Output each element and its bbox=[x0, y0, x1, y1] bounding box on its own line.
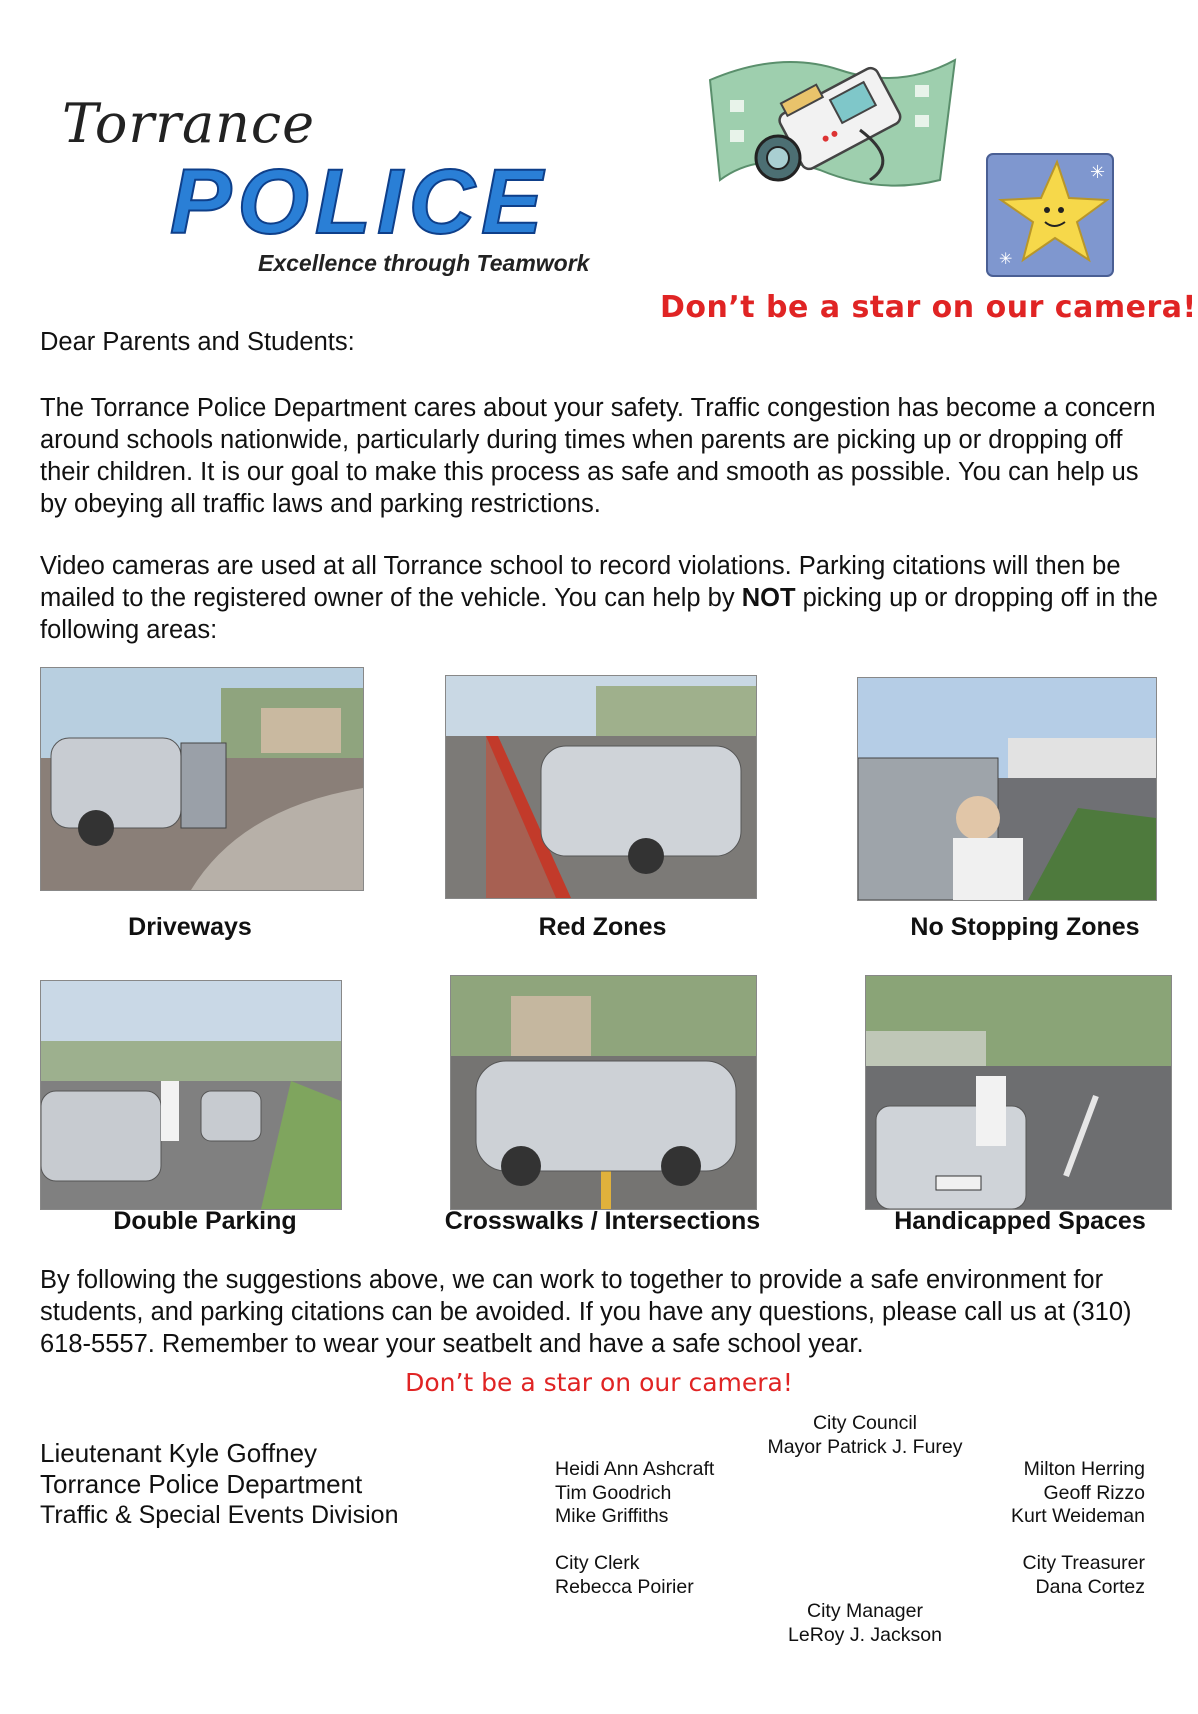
camera-paragraph-text-end: picking up or dropping off in the following areas: bbox=[40, 584, 1158, 644]
city-treasurer-title: City Treasurer bbox=[1022, 1552, 1145, 1574]
camera-paragraph bbox=[40, 550, 1170, 646]
city-manager-title: City Manager bbox=[807, 1600, 923, 1622]
city-clerk-block bbox=[555, 1552, 795, 1599]
slogan-bottom: Don’t be a star on our camera! bbox=[405, 1368, 793, 1397]
council-members-left bbox=[555, 1458, 795, 1529]
council-member: Heidi Ann Ashcraft bbox=[555, 1458, 715, 1480]
city-clerk-title: City Clerk bbox=[555, 1552, 640, 1574]
intro-paragraph: The Torrance Police Department cares about your safety. Traffic congestion has become a concern around schools nationwide, particularly during times when parents are picking up or dropping off their children. It is our goal to make this process as safe and smooth as possible. You can help us by obeying all traffic laws and parking restrictions. bbox=[40, 394, 1156, 518]
city-manager-block bbox=[740, 1600, 990, 1647]
city-manager-name: LeRoy J. Jackson bbox=[788, 1623, 942, 1646]
video-camera-icon bbox=[700, 40, 965, 200]
mayor-name: Mayor Patrick J. Furey bbox=[767, 1435, 963, 1458]
caption-crosswalks-intersections: Crosswalks / Intersections bbox=[444, 1207, 761, 1235]
council-member: Mike Griffiths bbox=[555, 1505, 669, 1527]
caption-handicapped-spaces: Handicapped Spaces bbox=[894, 1207, 1146, 1235]
logo-torrance-script: Torrance bbox=[62, 92, 316, 155]
logo-police-wordmark: POLICE bbox=[170, 151, 549, 253]
photo-no-stopping-zones bbox=[857, 677, 1157, 901]
city-clerk-name: Rebecca Poirier bbox=[555, 1575, 694, 1598]
city-treasurer-block bbox=[920, 1552, 1145, 1599]
caption-double-parking: Double Parking bbox=[113, 1207, 297, 1235]
smiling-star-icon bbox=[985, 152, 1115, 278]
caption-driveways: Driveways bbox=[128, 913, 252, 941]
city-council-heading bbox=[740, 1412, 990, 1459]
caption-no-stopping-zones: No Stopping Zones bbox=[910, 913, 1140, 941]
council-members-right bbox=[920, 1458, 1145, 1529]
signature-block bbox=[40, 1438, 398, 1531]
camera-paragraph-emphasis: NOT bbox=[741, 584, 796, 612]
caption-red-zones: Red Zones bbox=[538, 913, 667, 941]
photo-handicapped-spaces bbox=[865, 975, 1172, 1210]
council-member: Geoff Rizzo bbox=[1043, 1481, 1145, 1504]
council-member: Tim Goodrich bbox=[555, 1481, 672, 1504]
signature-division: Traffic & Special Events Division bbox=[40, 1501, 399, 1529]
svg-text:✳: ✳ bbox=[999, 249, 1013, 268]
closing-paragraph: By following the suggestions above, we can work to together to provide a safe environment for students, and parking citations can be avoided. If you have any questions, please call us at (310) 618-5557. Remember to wear your seatbelt and have a safe school year. bbox=[40, 1266, 1132, 1358]
svg-text:✳: ✳ bbox=[1090, 162, 1106, 183]
photo-driveways bbox=[40, 667, 364, 891]
slogan-top: Don’t be a star on our camera! bbox=[660, 290, 1197, 325]
city-treasurer-name: Dana Cortez bbox=[1035, 1575, 1145, 1598]
photo-crosswalks-intersections bbox=[450, 975, 757, 1210]
council-member: Milton Herring bbox=[1023, 1458, 1145, 1480]
logo-tagline: Excellence through Teamwork bbox=[258, 250, 590, 276]
camera-paragraph-text: Video cameras are used at all Torrance school to record violations. Parking citations will then be mailed to the registered owner of the vehicle. You can help by bbox=[40, 552, 1121, 612]
photo-double-parking bbox=[40, 980, 342, 1210]
signature-name: Lieutenant Kyle Goffney bbox=[40, 1438, 318, 1468]
city-council-title: City Council bbox=[812, 1412, 918, 1434]
council-member: Kurt Weideman bbox=[1010, 1505, 1145, 1527]
greeting: Dear Parents and Students: bbox=[40, 328, 355, 356]
photo-red-zones bbox=[445, 675, 757, 899]
signature-department: Torrance Police Department bbox=[40, 1469, 363, 1499]
